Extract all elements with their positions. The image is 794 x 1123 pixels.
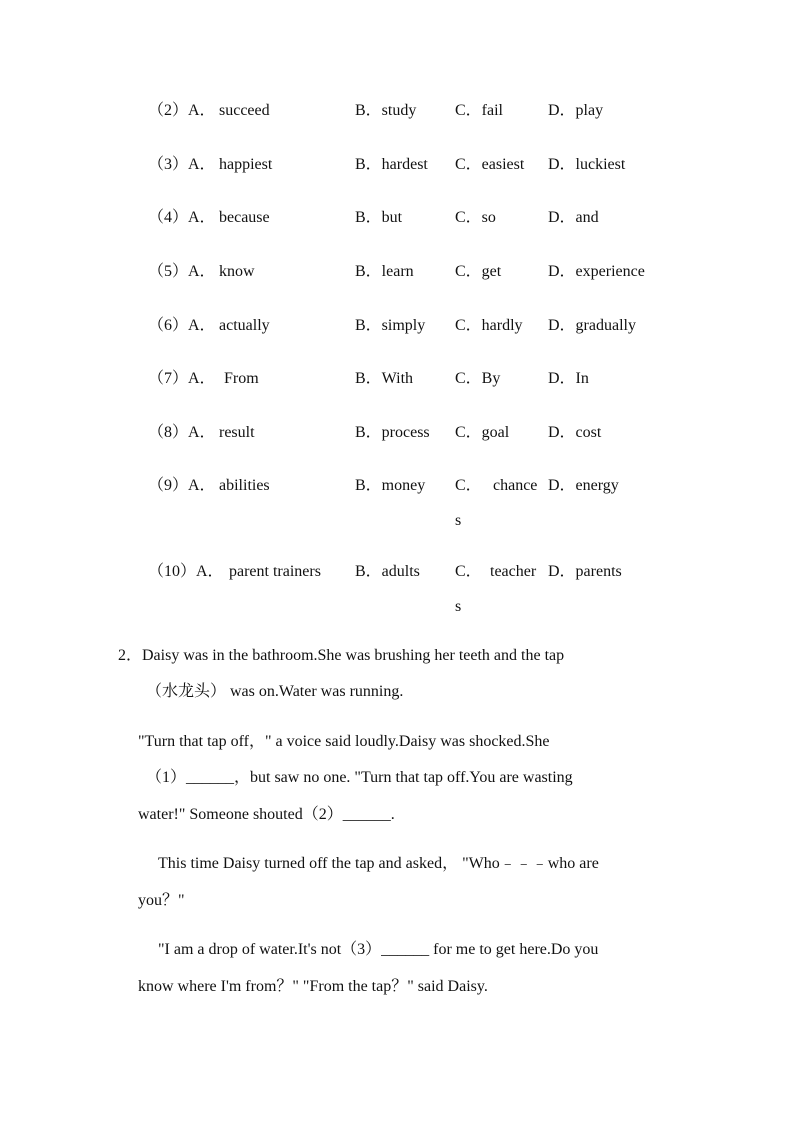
- paragraph-2-line-2: you？": [138, 892, 185, 909]
- paragraph-2-line-1: This time Daisy turned off the tap and asked， "Who﹣﹣﹣who are: [158, 855, 599, 872]
- paragraph-1-line-2: （1）______，but saw no one. "Turn that tap off.You are wasting: [146, 769, 573, 786]
- option-row-2: （2）A． succeed B．study C．fail D．play: [148, 102, 604, 119]
- question-2-line-2: （水龙头） was on.Water was running.: [146, 683, 404, 700]
- option-row-3: （3）A． happiest B．hardest C．easiest D．luckiest: [148, 156, 626, 173]
- paragraph-1-line-3: water!" Someone shouted（2）______.: [138, 806, 395, 823]
- option-row-8: （8）A． result B．process C．goal D．cost: [148, 424, 602, 441]
- paragraph-3-line-1: "I am a drop of water.It's not（3）______ for me to get here.Do you: [158, 941, 599, 958]
- option-row-6: （6）A． actually B．simply C．hardly D．gradually: [148, 317, 636, 334]
- option-row-10: （10）A． parent trainers B．adults C． teacher s D．parents: [148, 563, 622, 615]
- paragraph-1-line-1: "Turn that tap off，" a voice said loudly.Daisy was shocked.She: [138, 733, 550, 750]
- option-row-4: （4）A． because B．but C．so D．and: [148, 209, 599, 226]
- option-row-9: （9）A． abilities B．money C． chance s D．energy: [148, 477, 619, 529]
- paragraph-3-line-2: know where I'm from？" "From the tap？" said Daisy.: [138, 978, 488, 995]
- option-row-5: （5）A． know B．learn C．get D．experience: [148, 263, 645, 280]
- question-2-line-1: 2．Daisy was in the bathroom.She was brushing her teeth and the tap: [118, 647, 565, 664]
- option-row-7: （7）A． From B．With C．By D．In: [148, 370, 589, 387]
